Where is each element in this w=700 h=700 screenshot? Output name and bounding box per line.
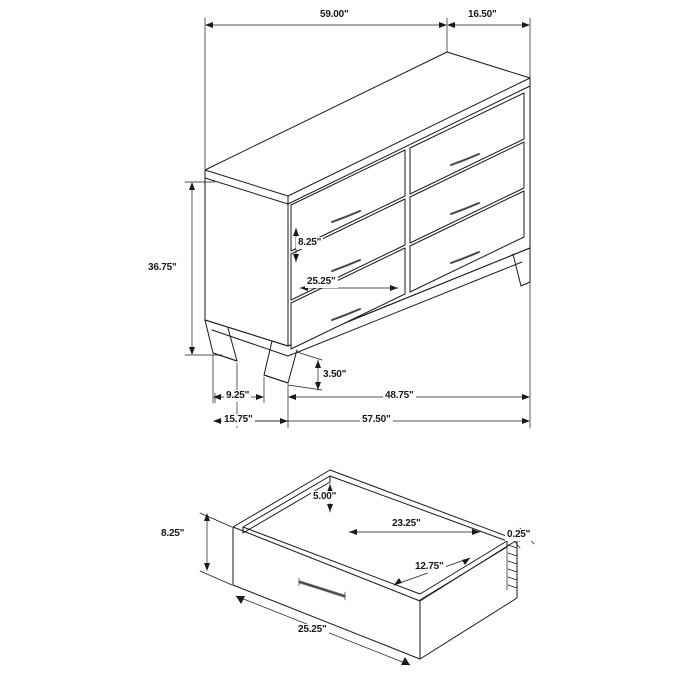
dim-label-foot-height: 3.50" [323, 369, 347, 380]
drawer-box [233, 470, 517, 659]
dim-label-top-width: 59.00" [320, 9, 349, 20]
dim-label-overall-height: 36.75" [148, 262, 177, 273]
dim-label-top-depth: 16.50" [468, 9, 497, 20]
dim-label-drawer-box-width: 25.25" [298, 624, 327, 635]
dim-label-bottom-width: 57.50" [362, 414, 391, 425]
dim-label-base-side-depth: 15.75" [224, 414, 253, 425]
dim-label-base-width: 48.75" [385, 390, 414, 401]
dim-label-drawer-interior-width: 23.25" [392, 518, 421, 529]
dim-label-drawer-interior-front-back: 12.75" [415, 561, 444, 572]
dim-label-drawer-interior-depth: 5.00" [313, 491, 337, 502]
dim-label-panel-thickness: 0.25" [507, 529, 531, 540]
dim-label-base-front-inset: 9.25" [226, 390, 250, 401]
dim-label-drawer-face-width: 25.25" [307, 276, 336, 287]
dim-label-drawer-face-height: 8.25" [298, 237, 322, 248]
dim-label-drawer-box-height: 8.25" [161, 528, 185, 539]
